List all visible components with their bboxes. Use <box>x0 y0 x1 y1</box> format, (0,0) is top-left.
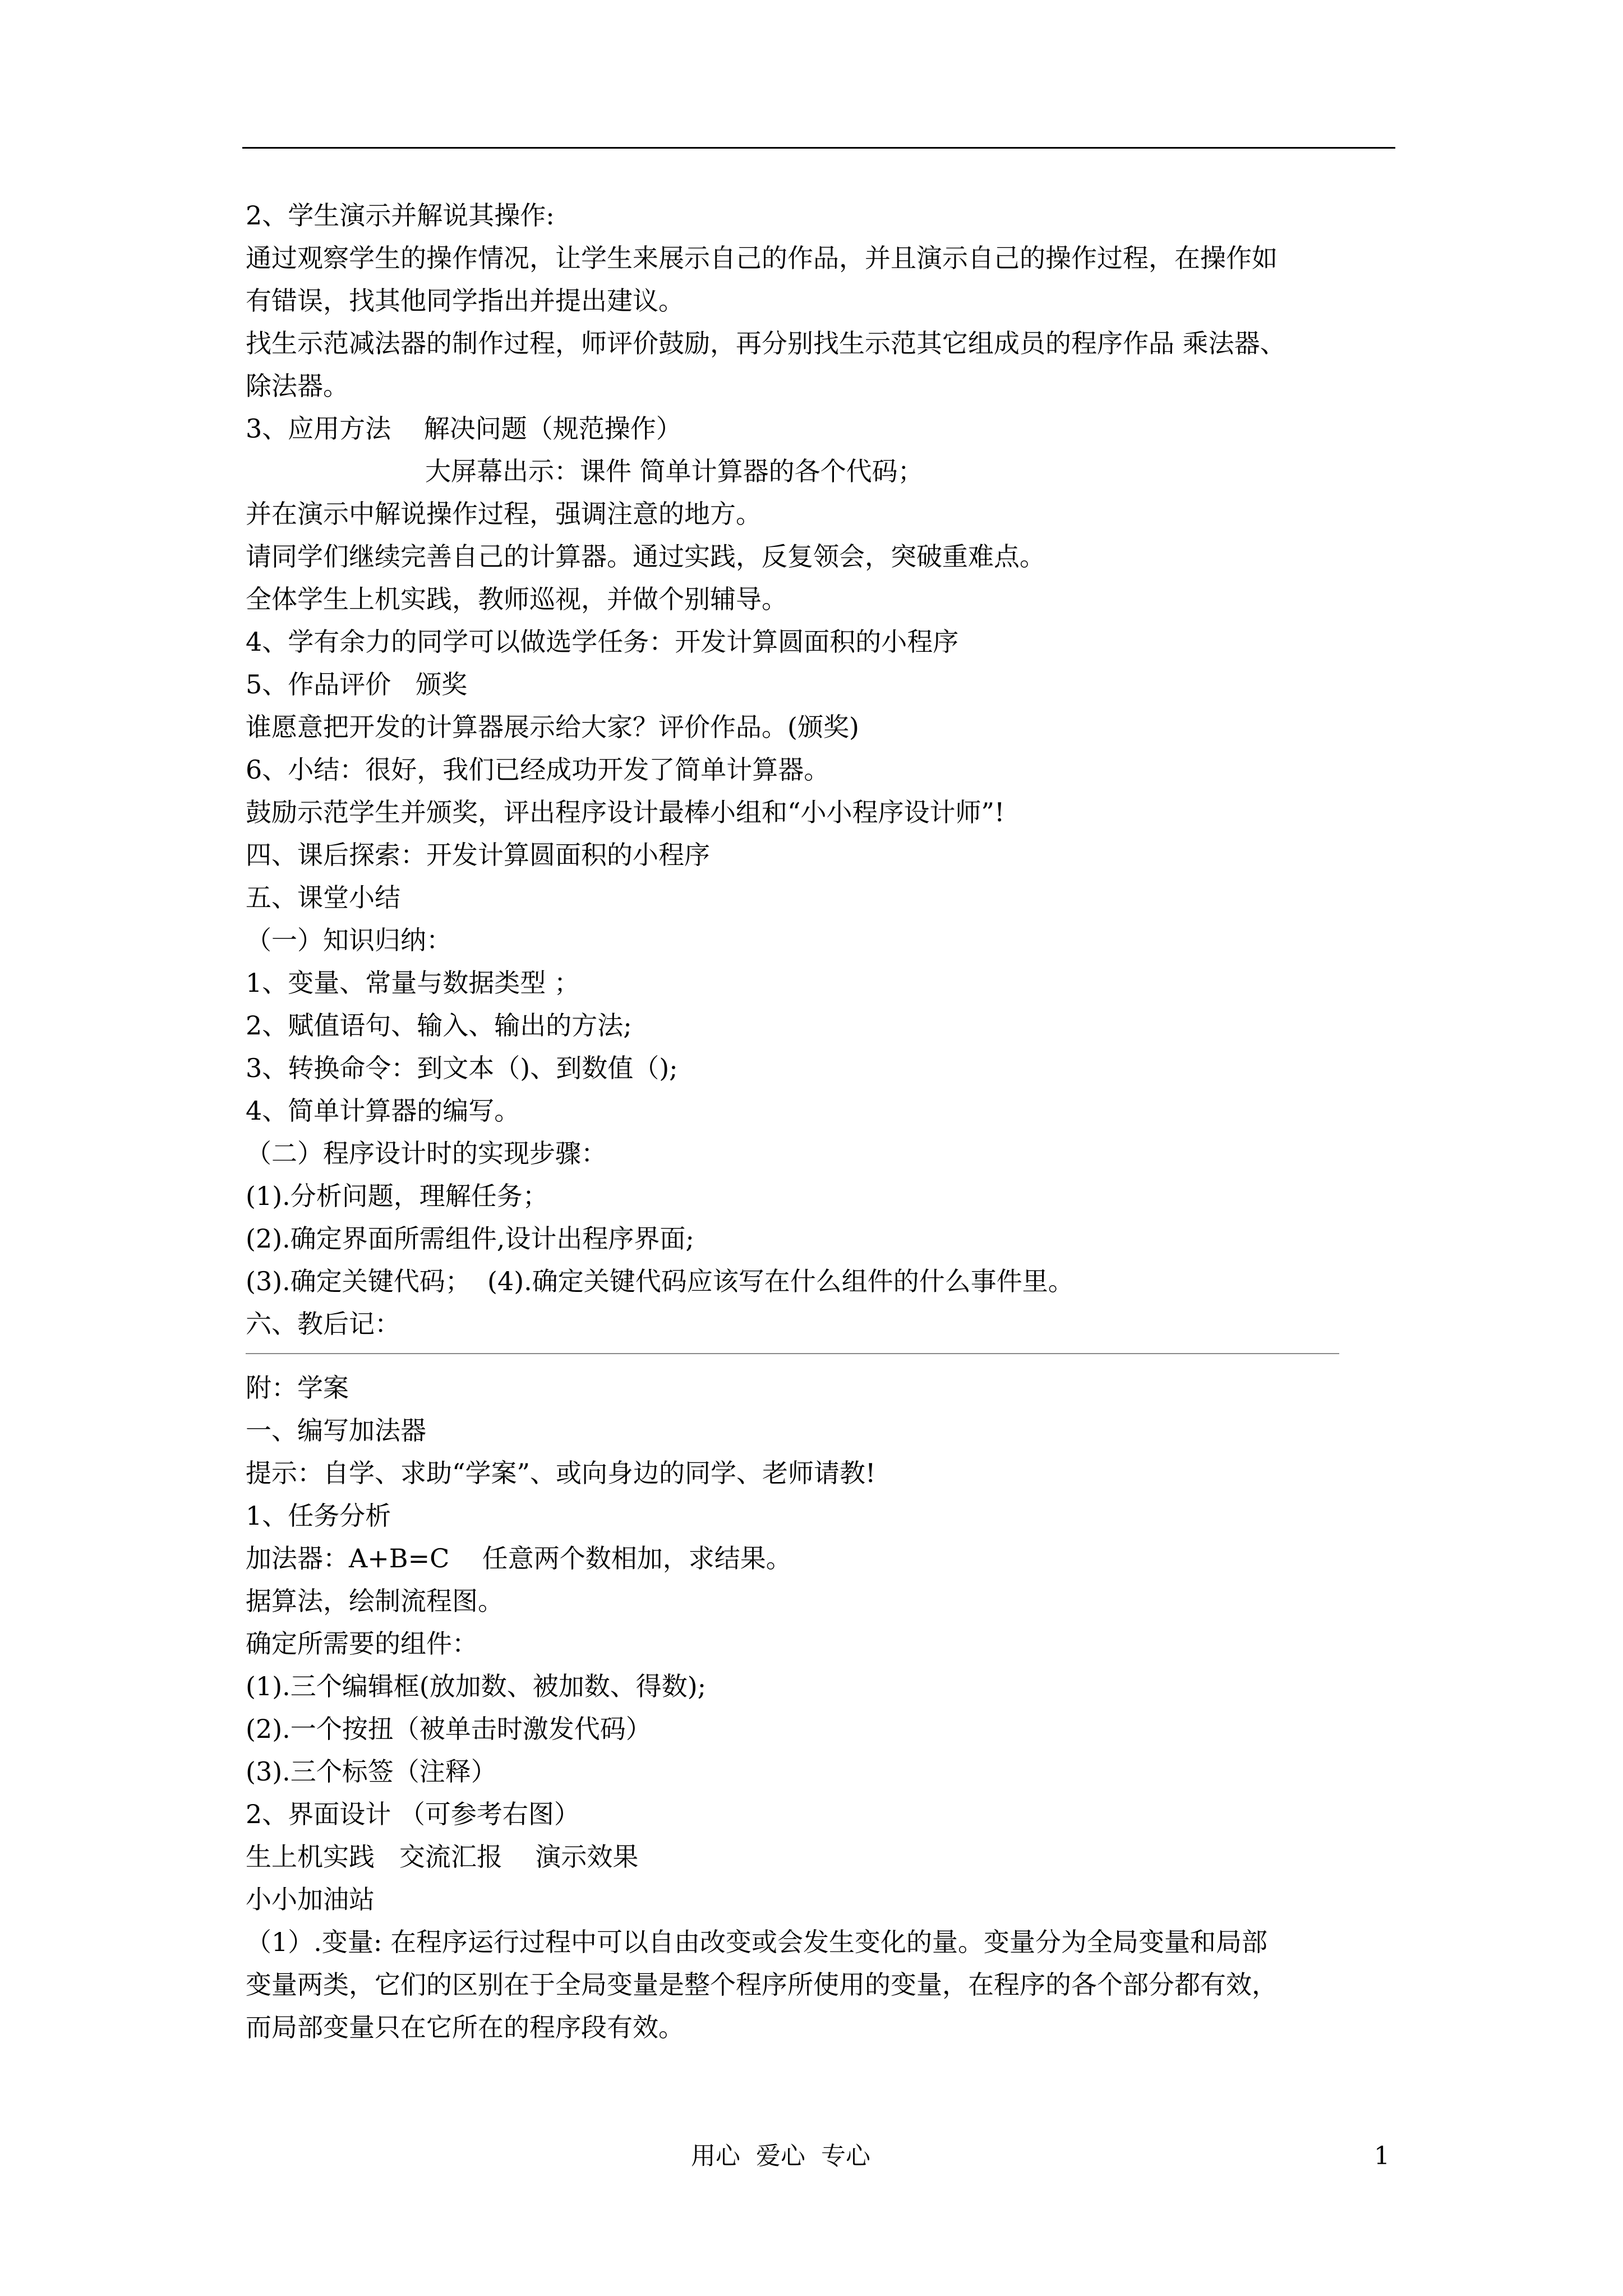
list-item: 4、简单计算器的编写。 <box>246 1096 520 1126</box>
list-item: (3).确定关键代码； (4).确定关键代码应该写在什么组件的什么事件里。 <box>246 1266 1074 1296</box>
section-heading: 6、小结：很好，我们已经成功开发了简单计算器。 <box>246 754 830 785</box>
text-line: 谁愿意把开发的计算器展示给大家？评价作品。(颁奖) <box>246 712 859 742</box>
text-line: 2、学生演示并解说其操作: <box>246 200 555 231</box>
section-heading: 4、学有余力的同学可以做选学任务：开发计算圆面积的小程序 <box>246 627 959 657</box>
subsection-heading: （一）知识归纳： <box>246 925 452 955</box>
text-line-indented: 大屏幕出示：课件 简单计算器的各个代码； <box>425 456 924 486</box>
text-line: 提示：自学、求助“学案”、或向身边的同学、老师请教! <box>246 1458 876 1488</box>
list-item: (3).三个标签（注释） <box>246 1756 497 1787</box>
section-heading: 四、课后探索：开发计算圆面积的小程序 <box>246 840 710 870</box>
appendix-heading: 附：学案 <box>246 1373 349 1403</box>
text-line: 找生示范减法器的制作过程，师评价鼓励，再分别找生示范其它组成员的程序作品 乘法器、 <box>246 328 1286 358</box>
text-line: 除法器。 <box>246 371 349 401</box>
section-heading: 1、任务分析 <box>246 1501 391 1531</box>
list-item: (2).确定界面所需组件,设计出程序界面; <box>246 1223 694 1254</box>
list-item: (1).分析问题，理解任务； <box>246 1181 548 1211</box>
section-heading: 3、应用方法 解决问题（规范操作） <box>246 413 682 444</box>
list-item: (2).一个按扭（被单击时激发代码） <box>246 1714 652 1744</box>
text-line: 加法器：A+B=C 任意两个数相加，求结果。 <box>246 1543 792 1573</box>
subsection-heading: 小小加油站 <box>246 1884 375 1915</box>
text-line: 并在演示中解说操作过程，强调注意的地方。 <box>246 499 762 529</box>
text-line: 全体学生上机实践，教师巡视，并做个别辅导。 <box>246 584 787 614</box>
list-item: 1、变量、常量与数据类型 ； <box>246 968 580 998</box>
text-line: 有错误，找其他同学指出并提出建议。 <box>246 286 684 316</box>
text-line: 通过观察学生的操作情况，让学生来展示自己的作品，并且演示自己的操作过程，在操作如 <box>246 243 1278 273</box>
text-line: 确定所需要的组件： <box>246 1628 478 1659</box>
section-heading: 2、界面设计 （可参考右图） <box>246 1799 580 1829</box>
list-item: 2、赋值语句、输入、输出的方法; <box>246 1010 632 1041</box>
section-divider <box>246 1353 1339 1354</box>
section-heading: 一、编写加法器 <box>246 1415 426 1446</box>
list-item: (1).三个编辑框(放加数、被加数、得数); <box>246 1671 707 1701</box>
list-item: 3、转换命令：到文本（)、到数值（); <box>246 1053 678 1083</box>
header-rule <box>242 147 1395 149</box>
text-line: （1）.变量: 在程序运行过程中可以自由改变或会发生变化的量。变量分为全局变量和局部 <box>246 1927 1268 1957</box>
text-line: 生上机实践 交流汇报 演示效果 <box>246 1842 639 1872</box>
document-body <box>246 194 1395 2049</box>
text-line: 据算法，绘制流程图。 <box>246 1586 504 1616</box>
text-line: 请同学们继续完善自己的计算器。通过实践，反复领会，突破重难点。 <box>246 541 1045 572</box>
subsection-heading: （二）程序设计时的实现步骤： <box>246 1138 607 1168</box>
section-heading: 五、课堂小结 <box>246 882 400 913</box>
text-line: 变量两类，它们的区别在于全局变量是整个程序所使用的变量，在程序的各个部分都有效， <box>246 1970 1278 2000</box>
section-heading: 六、教后记： <box>246 1309 400 1339</box>
section-heading: 5、作品评价 颁奖 <box>246 669 468 700</box>
footer-motto: 用心 爱心 专心 <box>691 2142 870 2170</box>
text-line: 鼓励示范学生并颁奖，评出程序设计最棒小组和“小小程序设计师”! <box>246 797 1005 827</box>
page-number: 1 <box>1374 2142 1390 2170</box>
text-line: 而局部变量只在它所在的程序段有效。 <box>246 2012 684 2042</box>
